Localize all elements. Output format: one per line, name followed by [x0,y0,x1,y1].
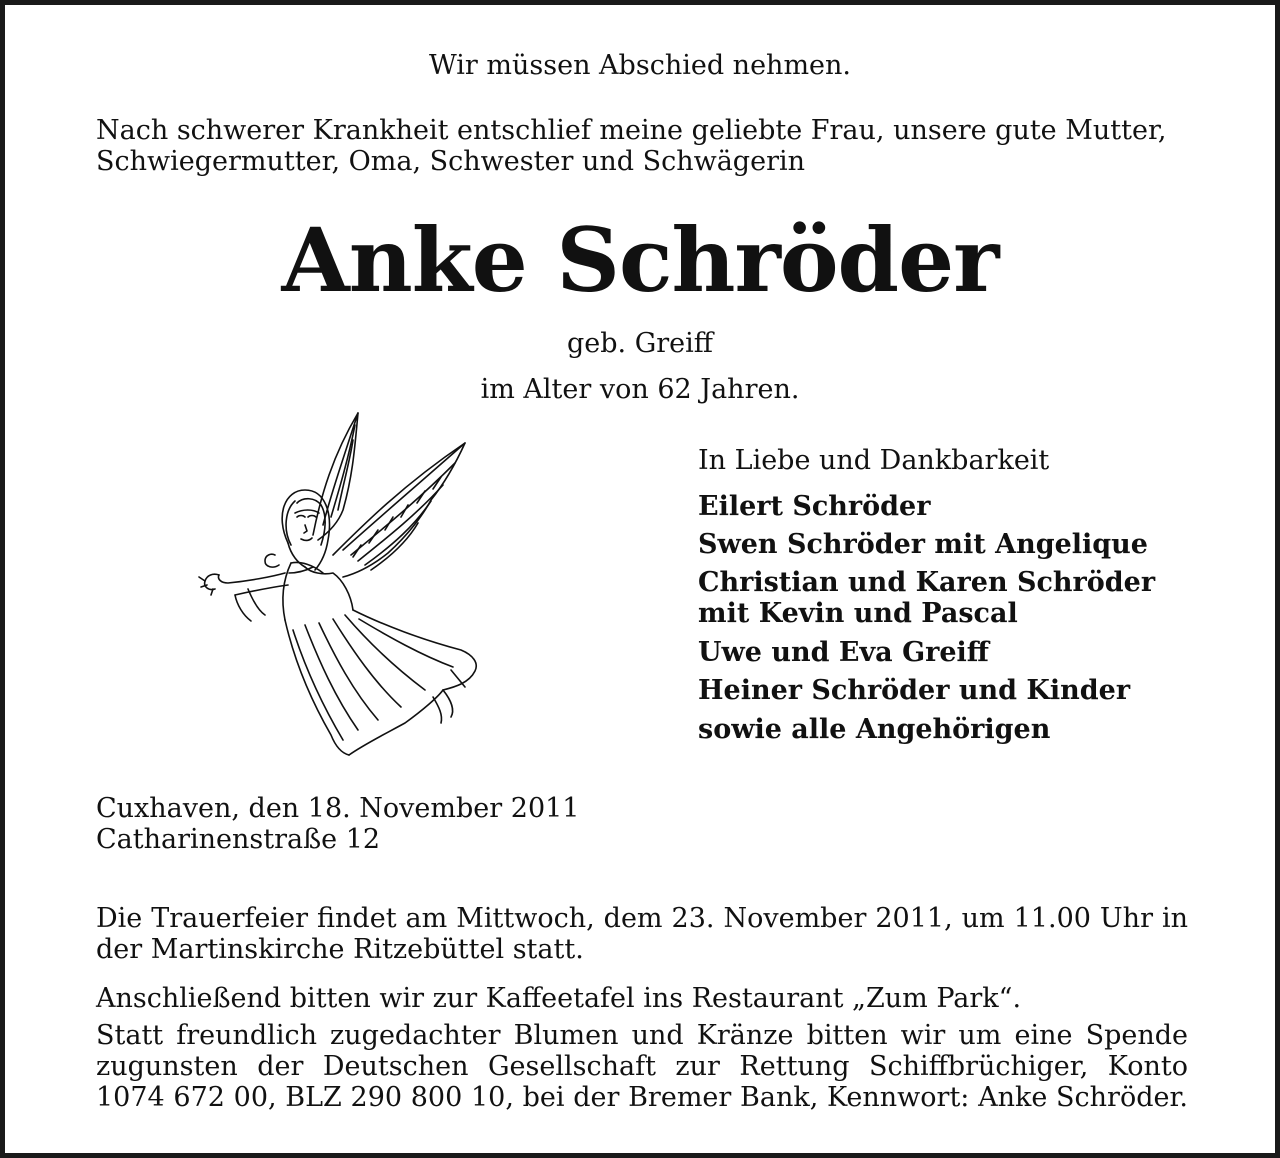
mourner-name: Uwe und Eva Greiff [698,637,989,668]
mourner-name: Eilert Schröder [698,491,931,522]
intro-line-2: Schwiegermutter, Oma, Schwester und Schwägerin [96,146,806,177]
maiden-name: geb. Greiff [567,328,713,359]
donation-line-3: 1074 672 00, BLZ 290 800 10, bei der Bremer Bank, Kennwort: Anke Schröder. [96,1082,1188,1113]
mourner-name: Swen Schröder mit Angelique [698,529,1148,560]
place-date: Cuxhaven, den 18. November 2011 [96,793,580,824]
angel-icon [193,405,483,765]
mourners-intro: In Liebe und Dankbarkeit [698,445,1050,476]
donation-line-1: Statt freundlich zugedachter Blumen und Kränze bitten wir um eine Spende [96,1020,1188,1051]
ceremony-line-1: Die Trauerfeier findet am Mittwoch, dem 23. November 2011, um 11.00 Uhr in [96,903,1188,934]
intro-line-1: Nach schwerer Krankheit entschlief meine geliebte Frau, unsere gute Mutter, [96,115,1167,146]
mourner-name: sowie alle Angehörigen [698,714,1051,745]
ceremony-line-2: der Martinskirche Ritzebüttel statt. [96,934,584,965]
reception-line: Anschließend bitten wir zur Kaffeetafel ins Restaurant „Zum Park“. [96,983,1022,1014]
address: Catharinenstraße 12 [96,824,381,855]
deceased-name: Anke Schröder [281,208,999,312]
notice-heading: Wir müssen Abschied nehmen. [429,50,851,81]
mourner-name: Heiner Schröder und Kinder [698,675,1131,706]
donation-line-2: zugunsten der Deutschen Gesellschaft zur Rettung Schiffbrüchiger, Konto [96,1051,1188,1082]
mourner-name: mit Kevin und Pascal [698,598,1018,629]
mourner-name: Christian und Karen Schröder [698,567,1156,598]
age-line: im Alter von 62 Jahren. [480,374,800,405]
